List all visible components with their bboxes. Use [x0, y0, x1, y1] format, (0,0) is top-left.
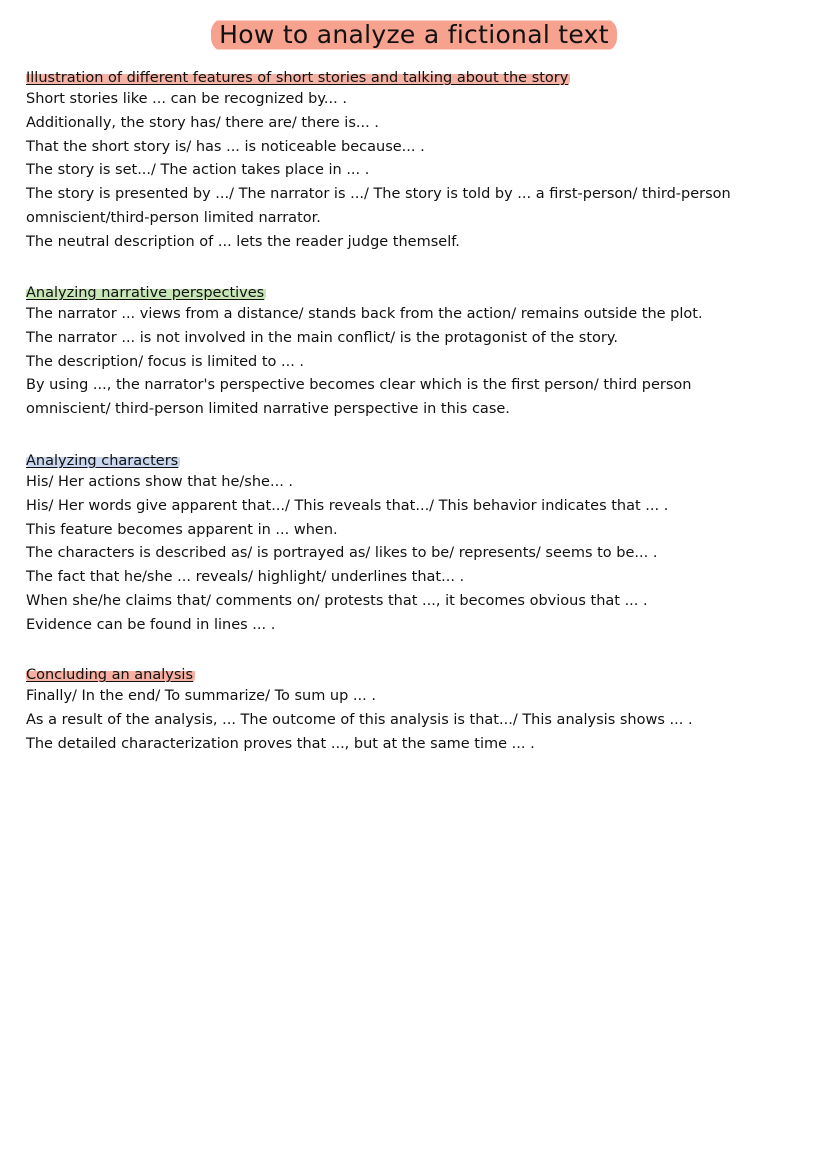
phrase-line: By using ..., the narrator's perspective becomes clear which is the first person/ third person omniscient/ third-person limited narrative perspective in this case.: [26, 377, 692, 418]
phrase-line: The detailed characterization proves that ..., but at the same time ... .: [26, 735, 535, 752]
title-container: [0, 18, 828, 52]
phrase-list: [26, 88, 746, 255]
phrase-line: The story is set.../ The action takes place in ... .: [26, 162, 370, 179]
phrase-line: The characters is described as/ is portrayed as/ likes to be/ represents/ seems to be... .: [26, 545, 658, 562]
section-narrative-perspectives: [26, 282, 746, 422]
phrase-list: [26, 685, 746, 756]
phrase-line: The description/ focus is limited to ... .: [26, 353, 305, 370]
phrase-line: Finally/ In the end/ To summarize/ To sum up ... .: [26, 688, 376, 704]
section-short-story-features: [26, 67, 746, 255]
phrase-line: This feature becomes apparent in ... when.: [26, 521, 338, 538]
phrase-line: As a result of the analysis, ... The outcome of this analysis is that.../ This analysis shows ... .: [26, 711, 693, 728]
section-heading: Illustration of different features of short stories and talking about the story: [26, 70, 569, 86]
phrase-list: [26, 471, 746, 638]
section-heading: Analyzing narrative perspectives: [26, 285, 265, 301]
phrase-line: That the short story is/ has ... is noticeable because... .: [26, 138, 425, 155]
phrase-line: The story is presented by .../ The narrator is .../ The story is told by ... a first-person/ third-person omniscient/third-person limited narrator.: [26, 186, 731, 226]
section-concluding-analysis: [26, 664, 746, 756]
phrase-line: His/ Her actions show that he/she... .: [26, 474, 294, 490]
phrase-line: Additionally, the story has/ there are/ there is... .: [26, 114, 379, 131]
section-analyzing-characters: [26, 450, 746, 638]
phrase-line: Short stories like ... can be recognized by... .: [26, 91, 347, 107]
phrase-line: The fact that he/she ... reveals/ highlight/ underlines that... .: [26, 569, 465, 586]
phrase-line: His/ Her words give apparent that.../ This reveals that.../ This behavior indicates that ... .: [26, 497, 669, 514]
phrase-line: The narrator ... views from a distance/ stands back from the action/ remains outside the plot.: [26, 306, 703, 322]
phrase-list: [26, 303, 746, 422]
section-heading: Concluding an analysis: [26, 667, 194, 683]
section-heading: Analyzing characters: [26, 453, 179, 469]
page-title: How to analyze a fictional text: [211, 18, 617, 52]
phrase-line: The neutral description of ... lets the reader judge themself.: [26, 233, 460, 250]
phrase-line: When she/he claims that/ comments on/ protests that ..., it becomes obvious that ... .: [26, 592, 648, 609]
phrase-line: The narrator ... is not involved in the main conflict/ is the protagonist of the story.: [26, 329, 618, 346]
phrase-line: Evidence can be found in lines ... .: [26, 616, 276, 633]
